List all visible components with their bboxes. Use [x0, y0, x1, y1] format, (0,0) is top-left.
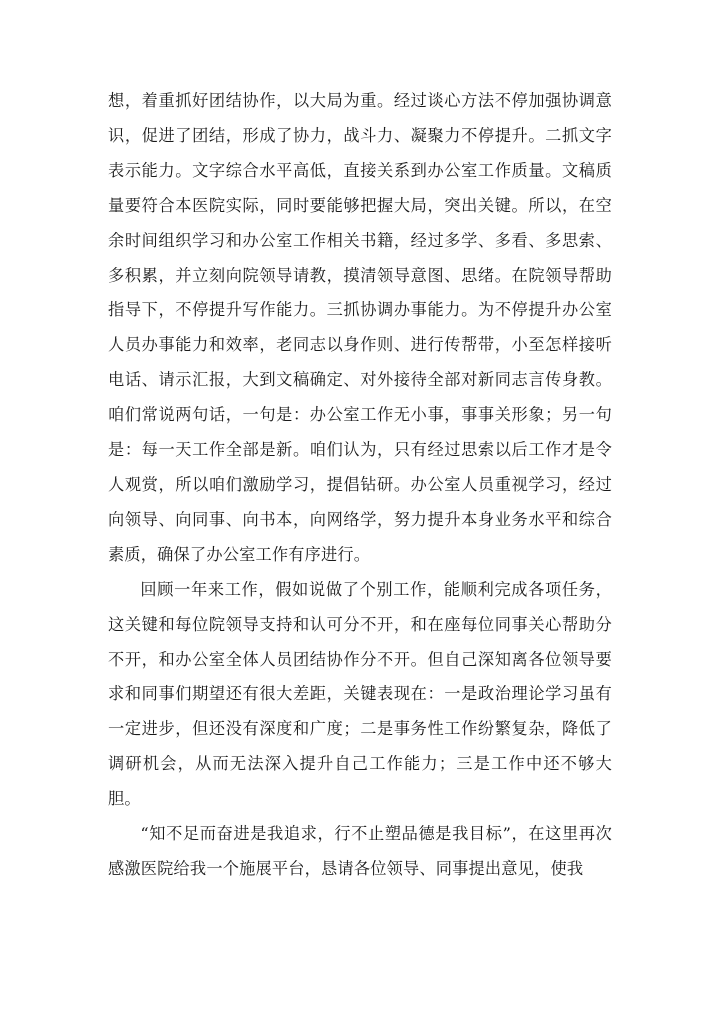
- paragraph-closing: “知不足而奋进是我追求，行不止塑品德是我目标”，在这里再次感激医院给我一个施展平台，恳请各位领导、同事提出意见，使我: [108, 824, 612, 878]
- paragraph-continuation: 想，着重抓好团结协作，以大局为重。经过谈心方法不停加强协调意识，促进了团结，形成了协力，战斗力、凝聚力不停提升。二抓文字表示能力。文字综合水平高低，直接关系到办公室工作质量。文稿质量要符合本医院实际，同时要能够把握大局，突出关键。所以，在空余时间组织学习和办公室工作相关书籍，经过多学、多看、多思索、多积累，并立刻向院领导请教，摸清领导意图、思绪。在院领导帮助指导下，不停提升写作能力。三抓协调办事能力。为不停提升办公室人员办事能力和效率，老同志以身作则、进行传帮带，小至怎样接听电话、请示汇报，大到文稿确定、对外接待全部对新同志言传身教。咱们常说两句话，一句是：办公室工作无小事，事事关形象；另一句是：每一天工作全部是新。咱们认为，只有经过思索以后工作才是令人观赏，所以咱们激励学习，提倡钻研。办公室人员重视学习，经过向领导、向同事、向书本，向网络学，努力提升本身业务水平和综合素质，确保了办公室工作有序进行。: [108, 91, 612, 564]
- paragraph-review: 回顾一年来工作，假如说做了个别工作，能顺利完成各项任务，这关键和每位院领导支持和认可分不开，和在座每位同事关心帮助分不开，和办公室全体人员团结协作分不开。但自己深知离各位领导要求和同事们期望还有很大差距，关键表现在：一是政治理论学习虽有一定进步，但还没有深度和广度；二是事务性工作纷繁复杂，降低了调研机会，从而无法深入提升自己工作能力；三是工作中还不够大胆。: [108, 579, 612, 809]
- document-body: [108, 84, 612, 887]
